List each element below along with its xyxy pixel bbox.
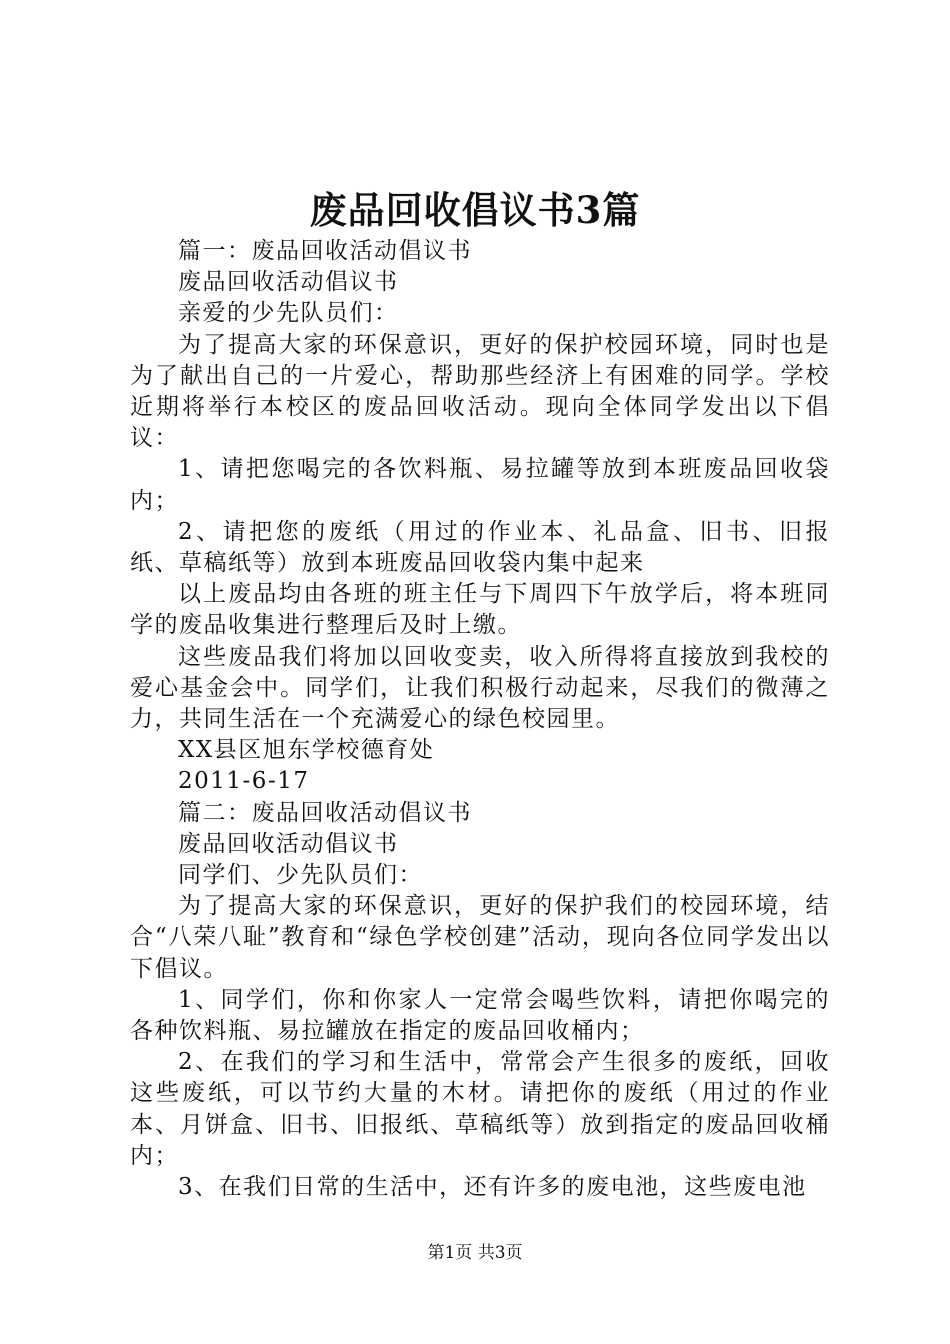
- section-subtitle: 废品回收活动倡议书: [178, 269, 399, 296]
- body-paragraph: 这些废品我们将加以回收变卖，收入所得将直接放到我校的爱心基金会中。同学们，让我们积极行动起来，尽我们的微薄之力，共同生活在一个充满爱心的绿色校园里。: [130, 643, 830, 733]
- body-paragraph: 以上废品均由各班的班主任与下周四下午放学后，将本班同学的废品收集进行整理后及时上缴。: [130, 581, 830, 639]
- body-paragraph: 为了提高大家的环保意识，更好的保护我们的校园环境，结合“八荣八耻”教育和“绿色学校创建”活动，现向各位同学发出以下倡议。: [130, 893, 830, 982]
- body-paragraph: 2、在我们的学习和生活中，常常会产生很多的废纸，回收这些废纸，可以节约大量的木材。请把你的废纸（用过的作业本、月饼盒、旧书、旧报纸、草稿纸等）放到指定的废品回收桶内；: [130, 1049, 830, 1169]
- date: 2011-6-17: [178, 768, 310, 795]
- document-body: [130, 236, 830, 1203]
- body-paragraph: 为了提高大家的环保意识，更好的保护校园环境，同时也是为了献出自己的一片爱心，帮助那些经济上有困难的同学。学校近期将举行本校区的废品回收活动。现向全体同学发出以下倡议：: [130, 331, 830, 452]
- document-title: 废品回收倡议书3篇: [309, 188, 641, 232]
- body-paragraph: 1、请把您喝完的各饮料瓶、易拉罐等放到本班废品回收袋内；: [130, 456, 830, 514]
- signature: XX县区旭东学校德育处: [178, 737, 435, 764]
- body-paragraph: 3、在我们日常的生活中，还有许多的废电池，这些废电池: [178, 1174, 807, 1201]
- salutation: 亲爱的少先队员们：: [178, 300, 399, 327]
- salutation: 同学们、少先队员们：: [178, 862, 423, 889]
- page-indicator: 第1页 共3页: [427, 1243, 523, 1263]
- body-paragraph: 2、请把您的废纸（用过的作业本、礼品盒、旧书、旧报纸、草稿纸等）放到本班废品回收袋内集中起来: [130, 518, 830, 577]
- section-subtitle: 废品回收活动倡议书: [178, 830, 399, 857]
- section-heading: 篇一：废品回收活动倡议书: [178, 238, 472, 264]
- section-heading: 篇二：废品回收活动倡议书: [178, 799, 472, 826]
- body-paragraph: 1、同学们，你和你家人一定常会喝些饮料，请把你喝完的各种饮料瓶、易拉罐放在指定的废品回收桶内；: [130, 986, 830, 1045]
